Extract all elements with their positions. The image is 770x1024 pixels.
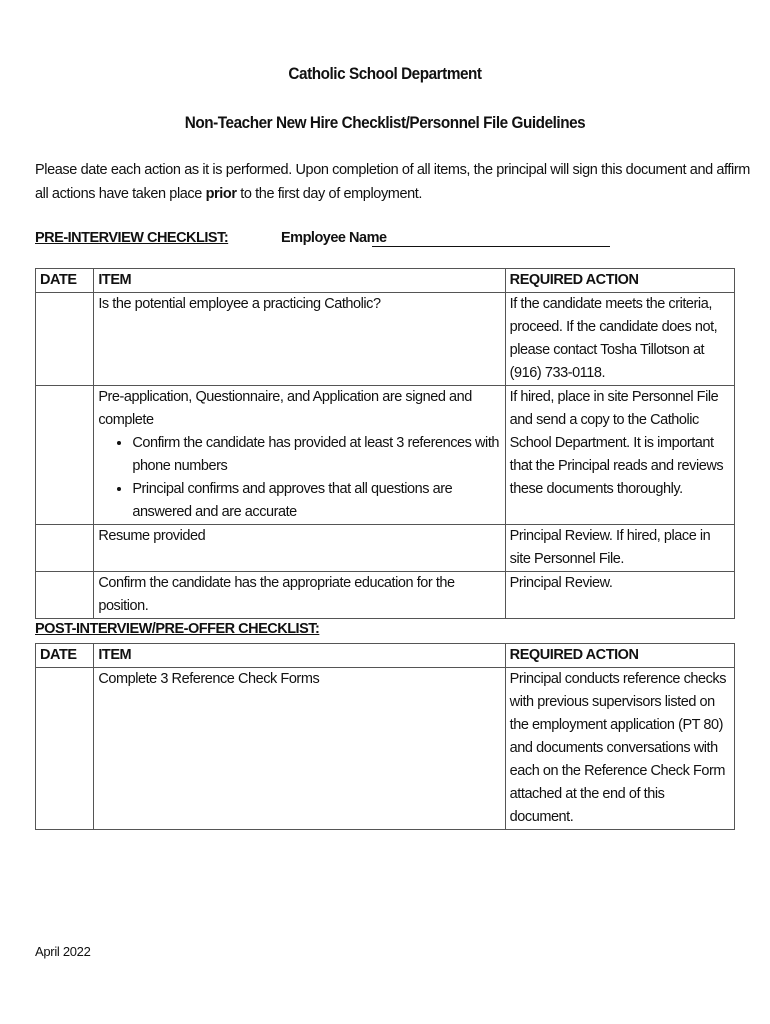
intro-text-end: to the first day of employment. <box>236 186 423 202</box>
employee-name-field[interactable] <box>372 246 610 247</box>
item-cell: Confirm the candidate has the appropriate education for the position. <box>94 572 505 619</box>
list-item: • Principal confirms and approves that all questions are answered and are accurate <box>132 478 500 524</box>
item-cell: Resume provided <box>94 525 505 572</box>
item-cell <box>94 386 505 525</box>
column-header-date: DATE <box>36 644 94 668</box>
column-header-date: DATE <box>36 269 94 293</box>
document-subtitle: Non-Teacher New Hire Checklist/Personnel File Guidelines <box>184 113 586 132</box>
action-cell: If the candidate meets the criteria, proceed. If the candidate does not, please contact Tosha Tillotson at (916) 733-0118. <box>505 293 734 386</box>
action-cell: Principal Review. <box>505 572 734 619</box>
intro-bold-word: prior <box>205 186 237 202</box>
table-row <box>36 386 735 525</box>
table-row <box>36 668 735 830</box>
column-header-action: REQUIRED ACTION <box>505 269 734 293</box>
column-header-item: ITEM <box>94 644 505 668</box>
action-cell: If hired, place in site Personnel File and send a copy to the Catholic School Department. It is important that the Principal reads and reviews these documents thoroughly. <box>505 386 734 525</box>
date-cell[interactable] <box>36 525 94 572</box>
table-row <box>36 525 735 572</box>
intro-paragraph <box>35 158 750 206</box>
table-header-row <box>36 644 735 668</box>
date-cell[interactable] <box>36 293 94 386</box>
item-cell: Complete 3 Reference Check Forms <box>94 668 505 830</box>
item-text: Pre-application, Questionnaire, and Application are signed and complete <box>98 389 472 428</box>
action-cell: Principal Review. If hired, place in site Personnel File. <box>505 525 734 572</box>
post-interview-table <box>35 643 735 830</box>
pre-interview-table <box>35 268 735 619</box>
table-row <box>36 293 735 386</box>
column-header-item: ITEM <box>94 269 505 293</box>
action-cell: Principal conducts reference checks with previous supervisors listed on the employment application (PT 80) and documents conversations with each on the Reference Check Form attached at the end of this document. <box>505 668 734 830</box>
table-row <box>36 572 735 619</box>
document-title: Catholic School Department <box>288 64 482 83</box>
pre-interview-heading: PRE-INTERVIEW CHECKLIST: <box>35 230 229 246</box>
employee-name-label: Employee Name <box>281 230 387 246</box>
intro-text-start: Please date each action as it is performed. Upon completion of all items, the principal will sign this document and affirm all actions have taken place <box>35 162 750 202</box>
footer-date: April 2022 <box>35 944 91 959</box>
post-interview-heading: POST-INTERVIEW/PRE-OFFER CHECKLIST: <box>35 621 320 637</box>
item-cell: Is the potential employee a practicing Catholic? <box>94 293 505 386</box>
table-header-row <box>36 269 735 293</box>
list-item: • Confirm the candidate has provided at least 3 references with phone numbers <box>132 432 500 478</box>
column-header-action: REQUIRED ACTION <box>505 644 734 668</box>
item-bullet-list <box>98 432 500 524</box>
date-cell[interactable] <box>36 572 94 619</box>
date-cell[interactable] <box>36 668 94 830</box>
date-cell[interactable] <box>36 386 94 525</box>
